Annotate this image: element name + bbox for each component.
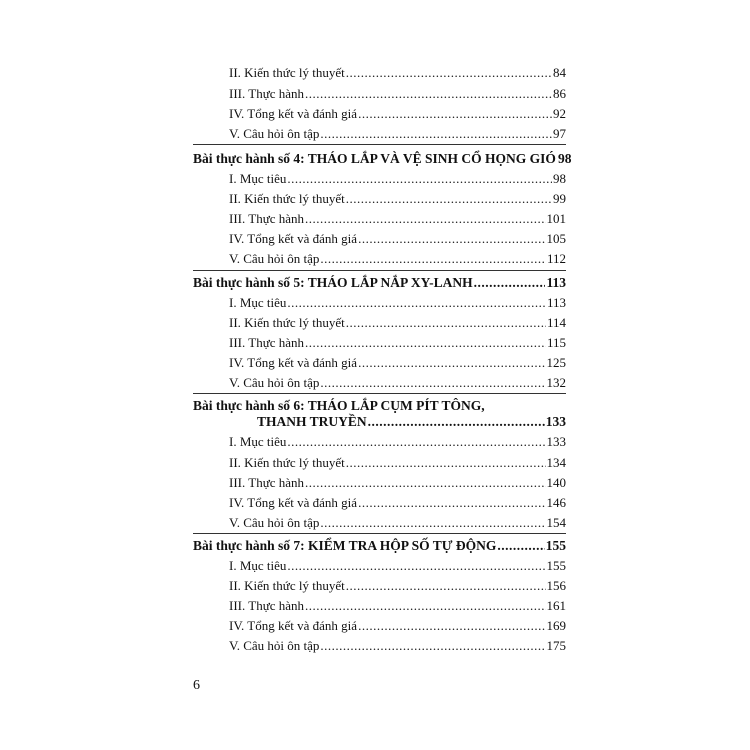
chapter-title: Bài thực hành số 6: THÁO LẮP CỤM PÍT TÔNG, — [193, 398, 485, 413]
toc-entry-page: 169 — [546, 618, 566, 633]
section-divider — [193, 144, 566, 145]
leader-dots — [287, 434, 545, 450]
toc-entry-page: 101 — [546, 211, 566, 226]
toc-entry — [229, 455, 566, 471]
toc-entry — [229, 558, 566, 574]
leader-dots — [346, 455, 546, 471]
toc-entry-label: V. Câu hỏi ôn tập — [229, 515, 320, 530]
toc-entry — [229, 495, 566, 511]
leader-dots — [305, 598, 545, 614]
leader-dots — [287, 558, 545, 574]
page-number: 6 — [193, 678, 200, 693]
toc-entry — [229, 251, 566, 267]
toc-entry-page: 115 — [546, 335, 566, 350]
toc-entry-label: II. Kiến thức lý thuyết — [229, 191, 345, 206]
toc-entry-label: I. Mục tiêu — [229, 434, 287, 449]
chapter-title: Bài thực hành số 7: KIỂM TRA HỘP SỐ TỰ ĐỘNG — [193, 538, 497, 553]
chapter-page: 133 — [545, 414, 566, 429]
toc-entry-page: 132 — [546, 375, 566, 390]
toc-entry — [229, 231, 566, 247]
toc-entry-label: IV. Tổng kết và đánh giá — [229, 231, 358, 246]
toc-entry-label: V. Câu hỏi ôn tập — [229, 638, 320, 653]
toc-entry — [229, 515, 566, 531]
toc-entry — [229, 475, 566, 491]
toc-chapter-heading-continued — [257, 414, 566, 430]
toc-entry-page: 113 — [546, 295, 566, 310]
leader-dots — [305, 335, 546, 351]
toc-entry-label: III. Thực hành — [229, 335, 305, 350]
section-divider — [193, 393, 566, 394]
chapter-page: 98 — [557, 151, 572, 166]
toc-chapter-heading — [193, 398, 566, 414]
toc-entry — [229, 315, 566, 331]
chapter-page: 113 — [546, 275, 566, 290]
toc-entry — [229, 126, 566, 142]
leader-dots — [346, 191, 552, 207]
toc-entry-label: III. Thực hành — [229, 86, 305, 101]
toc-entry-label: II. Kiến thức lý thuyết — [229, 578, 345, 593]
toc-entry-label: V. Câu hỏi ôn tập — [229, 375, 320, 390]
leader-dots — [358, 231, 545, 247]
toc-entry-label: I. Mục tiêu — [229, 295, 287, 310]
leader-dots — [320, 515, 545, 531]
leader-dots — [305, 475, 545, 491]
leader-dots — [320, 251, 546, 267]
toc-entry-page: 140 — [546, 475, 566, 490]
toc-entry — [229, 106, 566, 122]
toc-entry-label: V. Câu hỏi ôn tập — [229, 251, 320, 266]
toc-entry-label: II. Kiến thức lý thuyết — [229, 455, 345, 470]
toc-entry-label: V. Câu hỏi ôn tập — [229, 126, 320, 141]
leader-dots — [287, 171, 552, 187]
toc-entry-label: IV. Tổng kết và đánh giá — [229, 106, 358, 121]
leader-dots — [358, 618, 545, 634]
toc-entry — [229, 171, 566, 187]
toc-entry-label: III. Thực hành — [229, 598, 305, 613]
toc-entry — [229, 638, 566, 654]
toc-entry-page: 86 — [553, 86, 566, 101]
toc-entry — [229, 578, 566, 594]
toc-chapter-heading — [193, 275, 566, 291]
toc-entry — [229, 598, 566, 614]
leader-dots — [358, 495, 545, 511]
section-divider — [193, 270, 566, 271]
toc-entry-page: 98 — [553, 171, 566, 186]
toc-entry-page: 156 — [546, 578, 566, 593]
toc-entry-page: 99 — [553, 191, 566, 206]
toc-entry-page: 114 — [546, 315, 566, 330]
leader-dots — [346, 65, 552, 81]
toc-entry-label: III. Thực hành — [229, 211, 305, 226]
toc-entry-page: 105 — [546, 231, 566, 246]
leader-dots — [497, 538, 544, 554]
leader-dots — [358, 106, 552, 122]
chapter-title: Bài thực hành số 4: THÁO LẮP VÀ VỆ SINH CỔ HỌNG GIÓ — [193, 151, 556, 166]
toc-entry-page: 133 — [546, 434, 566, 449]
toc-entry-page: 146 — [546, 495, 566, 510]
leader-dots — [305, 86, 552, 102]
toc-entry-label: II. Kiến thức lý thuyết — [229, 315, 345, 330]
toc-entry — [229, 295, 566, 311]
toc-entry — [229, 355, 566, 371]
toc-entry-page: 161 — [546, 598, 566, 613]
toc-chapter-heading — [193, 538, 566, 554]
toc-entry-label: IV. Tổng kết và đánh giá — [229, 618, 358, 633]
toc-entry-label: III. Thực hành — [229, 475, 305, 490]
leader-dots — [346, 315, 546, 331]
leader-dots — [474, 275, 546, 291]
toc-entry-page: 155 — [546, 558, 566, 573]
toc-entry — [229, 86, 566, 102]
section-divider — [193, 533, 566, 534]
leader-dots — [358, 355, 545, 371]
chapter-title-continued: THANH TRUYỀN — [257, 414, 367, 429]
toc-entry-label: I. Mục tiêu — [229, 558, 287, 573]
toc-entry — [229, 434, 566, 450]
leader-dots — [320, 375, 545, 391]
leader-dots — [320, 126, 552, 142]
leader-dots — [305, 211, 545, 227]
toc-entry-page: 84 — [553, 65, 566, 80]
toc-chapter-heading — [193, 151, 572, 167]
toc-entry — [229, 375, 566, 391]
toc-entry-page: 134 — [546, 455, 566, 470]
chapter-title: Bài thực hành số 5: THÁO LẮP NẮP XY-LANH — [193, 275, 473, 290]
toc-entry-page: 154 — [546, 515, 566, 530]
toc-entry — [229, 211, 566, 227]
toc-entry-page: 92 — [553, 106, 566, 121]
toc-entry-page: 125 — [546, 355, 566, 370]
leader-dots — [346, 578, 546, 594]
chapter-page: 155 — [545, 538, 566, 553]
toc-entry — [229, 618, 566, 634]
toc-entry — [229, 191, 566, 207]
toc-entry — [229, 335, 566, 351]
leader-dots — [287, 295, 546, 311]
toc-entry — [229, 65, 566, 81]
leader-dots — [320, 638, 545, 654]
toc-entry-page: 175 — [546, 638, 566, 653]
toc-entry-page: 112 — [546, 251, 566, 266]
toc-entry-label: I. Mục tiêu — [229, 171, 287, 186]
toc-entry-label: IV. Tổng kết và đánh giá — [229, 355, 358, 370]
toc-entry-label: IV. Tổng kết và đánh giá — [229, 495, 358, 510]
toc-entry-label: II. Kiến thức lý thuyết — [229, 65, 345, 80]
toc-entry-page: 97 — [553, 126, 566, 141]
leader-dots — [368, 414, 545, 430]
